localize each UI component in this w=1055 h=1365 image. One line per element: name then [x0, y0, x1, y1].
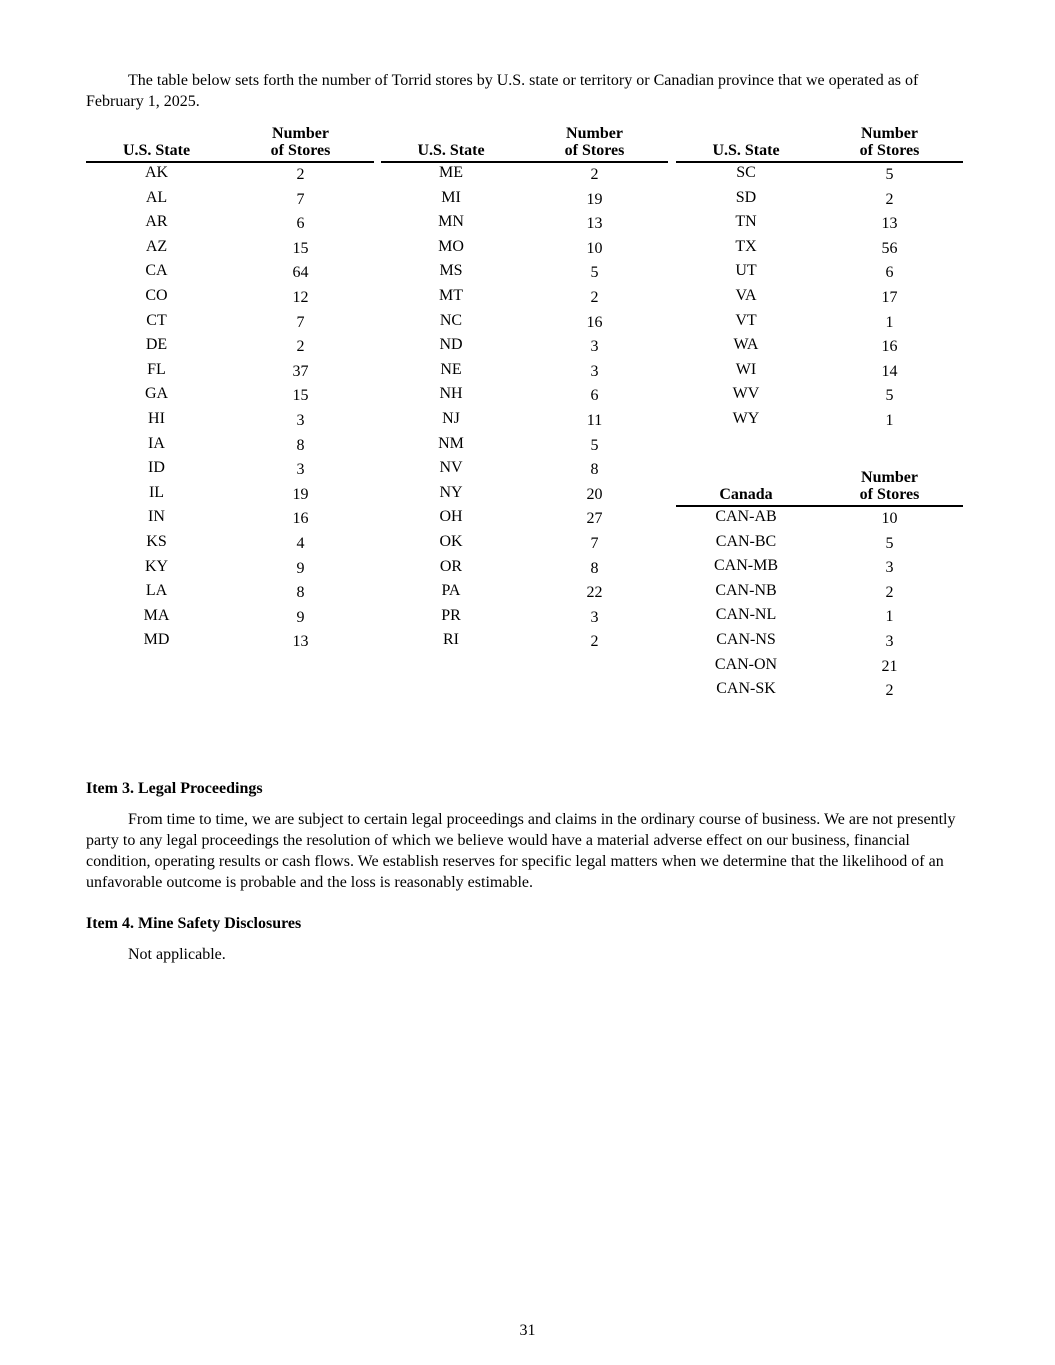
- state-code-cell: CO: [145, 286, 168, 304]
- store-count-cell: 5: [590, 436, 599, 454]
- store-count-cell: 9: [296, 559, 305, 577]
- state-code-cell: AL: [145, 188, 168, 206]
- count-column-header: Number of Stores: [816, 125, 963, 162]
- store-count-cell: 3: [590, 362, 599, 380]
- store-count-cell: 15: [292, 387, 309, 405]
- state-code-cell: FL: [147, 360, 166, 378]
- table-row: [676, 311, 963, 336]
- store-count-cell: 14: [881, 362, 898, 380]
- table-row: [381, 335, 668, 360]
- store-count-cell: 3: [590, 338, 599, 356]
- store-count-cell: 6: [885, 264, 894, 282]
- table-row: [381, 532, 668, 557]
- table-row: [86, 581, 374, 606]
- province-code-cell: CAN-MB: [713, 557, 778, 575]
- table-row: [381, 507, 668, 532]
- province-code-cell: CAN-SK: [716, 680, 776, 698]
- state-column-header: U.S. State: [676, 125, 816, 162]
- state-code-cell: IN: [148, 508, 165, 526]
- page-number: 31: [519, 1322, 536, 1339]
- province-column-header: Canada: [676, 469, 816, 506]
- store-count-cell: 10: [881, 510, 898, 527]
- state-code-cell: MN: [438, 213, 464, 231]
- us-state-table-1: [86, 125, 374, 655]
- store-count-cell: 13: [292, 633, 309, 651]
- table-row: [381, 261, 668, 286]
- table-header-row: [381, 125, 668, 162]
- table-row: [86, 360, 374, 385]
- state-code-cell: NV: [439, 459, 463, 477]
- table-row: [86, 311, 374, 336]
- store-count-cell: 2: [885, 583, 894, 601]
- table-row: [676, 188, 963, 213]
- state-code-cell: MS: [439, 262, 463, 280]
- store-count-cell: 7: [296, 313, 305, 331]
- store-count-cell: 2: [590, 633, 599, 651]
- store-count-cell: 8: [296, 584, 305, 602]
- table-header-row: [676, 125, 963, 162]
- table-row: [381, 384, 668, 409]
- state-code-cell: NH: [439, 385, 463, 403]
- intro-paragraph: [86, 70, 966, 112]
- store-count-cell: 15: [292, 239, 309, 257]
- state-code-cell: LA: [145, 582, 168, 600]
- store-count-cell: 3: [590, 608, 599, 626]
- table-row: [676, 237, 963, 262]
- state-code-cell: GA: [144, 385, 169, 403]
- state-code-cell: MA: [143, 606, 170, 624]
- state-code-cell: NC: [439, 311, 463, 329]
- table-row: [381, 162, 668, 188]
- state-code-cell: RI: [443, 631, 459, 649]
- table-row: [381, 606, 668, 631]
- province-code-cell: CAN-BC: [715, 532, 777, 550]
- table-row: [86, 237, 374, 262]
- state-code-cell: WA: [733, 336, 759, 354]
- store-count-cell: 64: [292, 264, 309, 282]
- store-count-cell: 16: [881, 338, 898, 356]
- item3-paragraph: [86, 809, 966, 893]
- table-row: [676, 581, 963, 606]
- table-row: [86, 507, 374, 532]
- store-count-cell: 6: [590, 387, 599, 405]
- table-row: [381, 311, 668, 336]
- state-code-cell: NE: [440, 360, 462, 378]
- store-count-cell: 21: [881, 657, 898, 675]
- state-code-cell: NY: [439, 483, 463, 501]
- store-count-cell: 13: [586, 215, 603, 233]
- table-row: [381, 483, 668, 508]
- store-count-cell: 11: [586, 411, 603, 429]
- store-count-cell: 12: [292, 288, 309, 306]
- store-count-cell: 20: [586, 485, 603, 503]
- store-count-cell: 37: [292, 362, 309, 380]
- state-column-header: U.S. State: [381, 125, 521, 162]
- state-code-cell: OR: [439, 557, 463, 575]
- store-count-cell: 1: [885, 411, 894, 429]
- table-row: [676, 261, 963, 286]
- state-code-cell: ID: [148, 459, 165, 477]
- table-row: [86, 557, 374, 582]
- province-code-cell: CAN-NS: [716, 630, 776, 648]
- item3-heading: Item 3. Legal Proceedings: [86, 780, 263, 797]
- table-row: [676, 360, 963, 385]
- table-row: [86, 384, 374, 409]
- state-code-cell: MO: [438, 237, 464, 255]
- item4-text: Not applicable.: [128, 946, 226, 963]
- table-row: [86, 434, 374, 459]
- table-row: [381, 188, 668, 213]
- store-count-cell: 27: [586, 510, 603, 528]
- table-row: [86, 286, 374, 311]
- state-code-cell: VT: [735, 311, 757, 329]
- state-code-cell: NM: [438, 434, 464, 452]
- store-count-cell: 19: [292, 485, 309, 503]
- table-row: [86, 335, 374, 360]
- item4-paragraph: [86, 944, 966, 965]
- store-count-cell: 10: [586, 239, 603, 257]
- table-row: [86, 606, 374, 631]
- state-code-cell: PA: [441, 582, 461, 600]
- count-column-header: Number of Stores: [816, 469, 963, 506]
- table-row: [86, 162, 374, 188]
- state-code-cell: AR: [145, 213, 168, 231]
- table-row: [381, 630, 668, 655]
- table-row: [676, 212, 963, 237]
- us-state-table-3: [676, 125, 963, 434]
- store-count-cell: 5: [885, 387, 894, 405]
- store-count-cell: 8: [296, 436, 305, 454]
- table-row: [381, 360, 668, 385]
- store-count-cell: 2: [296, 166, 305, 183]
- store-count-cell: 2: [885, 682, 894, 700]
- state-code-cell: WY: [732, 409, 760, 427]
- store-count-cell: 56: [881, 239, 898, 257]
- state-code-cell: OH: [439, 508, 463, 526]
- table-row: [381, 581, 668, 606]
- store-count-cell: 8: [590, 461, 599, 479]
- table-row: [676, 384, 963, 409]
- table-row: [86, 630, 374, 655]
- state-code-cell: VA: [735, 286, 757, 304]
- store-count-cell: 9: [296, 608, 305, 626]
- count-column-header: Number of Stores: [521, 125, 668, 162]
- table-row: [86, 409, 374, 434]
- table-row: [86, 458, 374, 483]
- item3-text: From time to time, we are subject to certain legal proceedings and claims in the ordinary course of business. We are not presently party to any legal proceedings the resolution of which we believe would have a material adverse effect on our business, financial condition, operating results or cash flows. We establish reserves for specific legal matters when we determine that the likelihood of an unfavorable outcome is probable and the loss is reasonably estimable.: [86, 811, 956, 891]
- state-code-cell: SD: [735, 188, 757, 206]
- table-row: [676, 335, 963, 360]
- store-count-cell: 16: [586, 313, 603, 331]
- state-code-cell: AZ: [145, 237, 168, 255]
- state-code-cell: TX: [735, 237, 757, 255]
- state-code-cell: IL: [148, 483, 165, 501]
- canada-province-table: [676, 469, 963, 704]
- province-code-cell: CAN-ON: [714, 655, 778, 673]
- store-count-cell: 16: [292, 510, 309, 528]
- state-code-cell: HI: [148, 409, 165, 427]
- state-code-cell: MD: [143, 631, 170, 649]
- table-row: [381, 237, 668, 262]
- store-count-cell: 3: [296, 411, 305, 429]
- count-column-header: Number of Stores: [227, 125, 374, 162]
- table-header-row: [676, 469, 963, 506]
- state-code-cell: UT: [735, 262, 757, 280]
- store-count-cell: 4: [296, 534, 305, 552]
- store-count-cell: 2: [590, 288, 599, 306]
- state-code-cell: CA: [145, 262, 168, 280]
- store-count-cell: 6: [296, 215, 305, 233]
- state-code-cell: WI: [735, 360, 757, 378]
- state-code-cell: NJ: [442, 409, 460, 427]
- state-code-cell: MI: [441, 188, 461, 206]
- state-code-cell: WV: [732, 385, 760, 403]
- table-row: [676, 630, 963, 655]
- state-code-cell: SC: [736, 164, 756, 181]
- state-code-cell: KY: [144, 557, 169, 575]
- state-code-cell: MT: [439, 286, 463, 304]
- state-code-cell: IA: [148, 434, 165, 452]
- table-row: [86, 532, 374, 557]
- table-row: [381, 212, 668, 237]
- state-code-cell: ME: [439, 164, 463, 181]
- province-code-cell: CAN-NL: [715, 606, 777, 624]
- table-row: [86, 188, 374, 213]
- store-count-cell: 3: [885, 632, 894, 650]
- table-row: [676, 506, 963, 532]
- table-row: [381, 409, 668, 434]
- state-code-cell: CT: [146, 311, 167, 329]
- state-column-header: U.S. State: [86, 125, 227, 162]
- state-code-cell: OK: [439, 532, 463, 550]
- store-count-cell: 7: [296, 190, 305, 208]
- store-count-cell: 1: [885, 313, 894, 331]
- table-row: [86, 212, 374, 237]
- table-row: [676, 162, 963, 188]
- store-count-cell: 3: [885, 559, 894, 577]
- state-code-cell: AK: [144, 164, 169, 181]
- table-row: [676, 605, 963, 630]
- table-row: [676, 655, 963, 680]
- province-code-cell: CAN-AB: [715, 508, 777, 525]
- table-row: [86, 483, 374, 508]
- table-row: [86, 261, 374, 286]
- store-count-cell: 13: [881, 215, 898, 233]
- state-code-cell: TN: [735, 213, 757, 231]
- province-code-cell: CAN-NB: [715, 581, 777, 599]
- store-count-cell: 5: [885, 166, 894, 183]
- state-code-cell: ND: [439, 336, 463, 354]
- store-count-cell: 1: [885, 608, 894, 626]
- us-state-table-2: [381, 125, 668, 655]
- store-count-cell: 8: [590, 559, 599, 577]
- table-row: [676, 409, 963, 434]
- store-count-cell: 5: [590, 264, 599, 282]
- store-count-cell: 2: [296, 338, 305, 356]
- store-count-cell: 5: [885, 534, 894, 552]
- state-code-cell: DE: [145, 336, 168, 354]
- table-row: [676, 286, 963, 311]
- item4-heading: Item 4. Mine Safety Disclosures: [86, 915, 302, 932]
- table-row: [676, 556, 963, 581]
- store-count-cell: 2: [885, 190, 894, 208]
- state-code-cell: KS: [146, 532, 167, 550]
- store-count-cell: 17: [881, 288, 898, 306]
- intro-text: The table below sets forth the number of Torrid stores by U.S. state or territory or Canadian province that we operated as of February 1, 2025.: [86, 72, 919, 110]
- store-count-cell: 19: [586, 190, 603, 208]
- table-row: [676, 679, 963, 704]
- state-code-cell: PR: [441, 606, 461, 624]
- table-row: [381, 434, 668, 459]
- store-count-cell: 2: [590, 166, 599, 183]
- table-row: [381, 458, 668, 483]
- table-row: [381, 286, 668, 311]
- table-row: [381, 557, 668, 582]
- store-count-cell: 3: [296, 461, 305, 479]
- store-count-cell: 7: [590, 534, 599, 552]
- table-row: [676, 532, 963, 557]
- store-count-cell: 22: [586, 584, 603, 602]
- table-header-row: [86, 125, 374, 162]
